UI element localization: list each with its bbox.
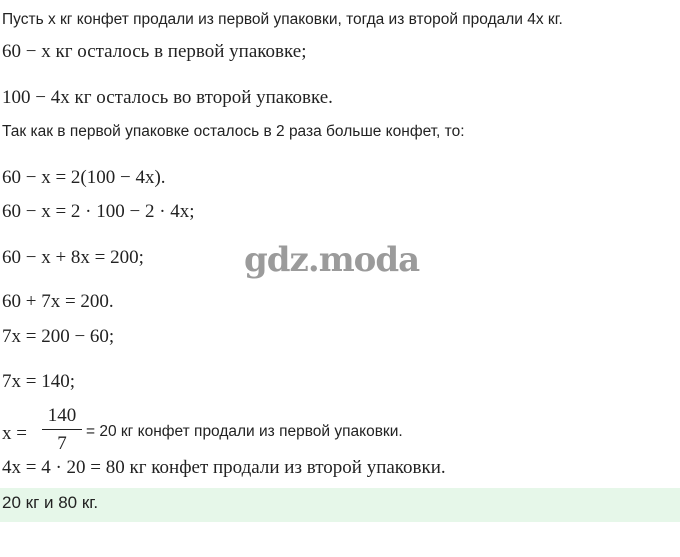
solution-line-2: 60 − x кг осталось в первой упаковке; [2, 41, 307, 62]
equation-line-6: 60 − x = 2 · 100 − 2 · 4x; [2, 201, 195, 222]
fraction-denominator: 7 [57, 433, 67, 454]
answer-box [0, 488, 680, 522]
fraction-bar [42, 429, 82, 430]
equation-line-5: 60 − x = 2(100 − 4x). [2, 167, 166, 188]
fraction-lhs: x = [2, 423, 27, 444]
fraction [42, 405, 82, 455]
solution-line-1: Пусть x кг конфет продали из первой упаковки, тогда из второй продали 4x кг. [2, 11, 563, 28]
fraction-rest: = 20 кг конфет продали из первой упаковки. [86, 423, 403, 440]
equation-line-10: 7x = 140; [2, 371, 75, 392]
solution-line-3: 100 − 4x кг осталось во второй упаковке. [2, 87, 333, 108]
answer-text: 20 кг и 80 кг. [2, 493, 99, 512]
equation-line-9: 7x = 200 − 60; [2, 326, 115, 347]
equation-line-8: 60 + 7x = 200. [2, 291, 114, 312]
solution-line-4: Так как в первой упаковке осталось в 2 раза больше конфет, то: [2, 123, 465, 140]
equation-line-7: 60 − x + 8x = 200; [2, 247, 144, 268]
fraction-numerator: 140 [47, 405, 77, 426]
watermark-logo: gdz.moda [244, 240, 420, 280]
equation-line-12: 4x = 4 · 20 = 80 кг конфет продали из второй упаковки. [2, 457, 446, 478]
